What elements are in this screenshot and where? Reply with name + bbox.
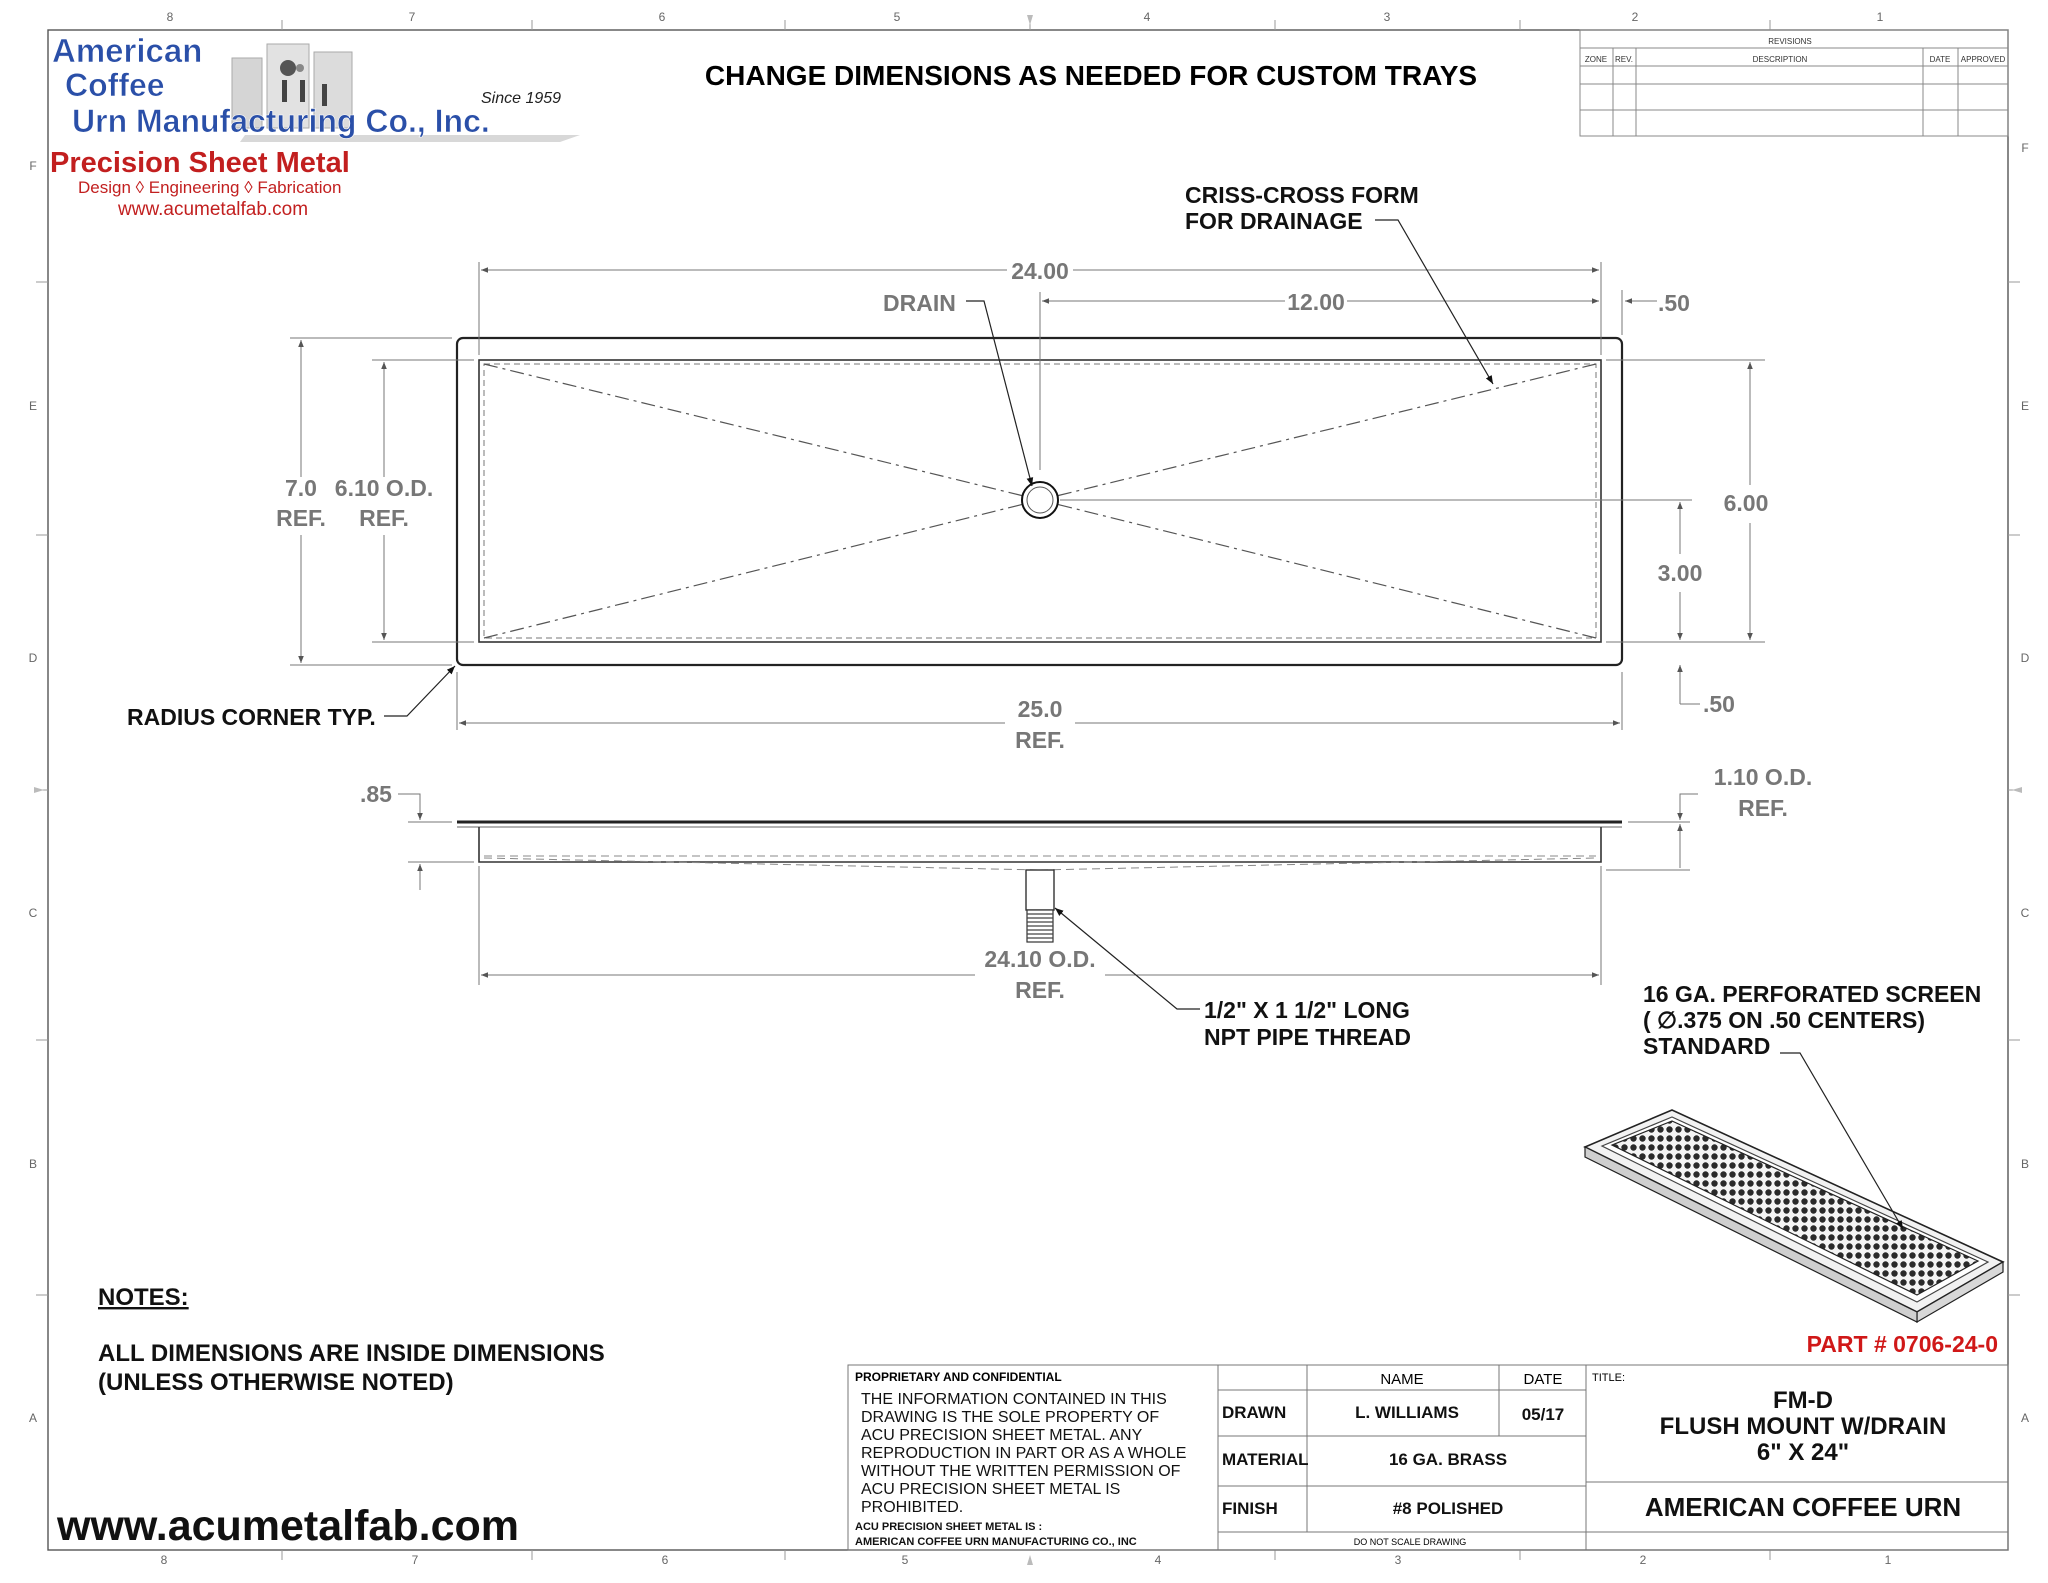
company-logo <box>50 32 580 220</box>
dim-25-ref-label: REF. <box>1015 727 1065 753</box>
finish-value: #8 POLISHED <box>1392 1499 1504 1518</box>
thread-note-line2: NPT PIPE THREAD <box>1204 1024 1412 1050</box>
zone-row-b-right: B <box>2020 1157 2030 1171</box>
npt-pipe-fitting <box>1026 870 1054 942</box>
zone-col-4: 4 <box>1143 10 1151 24</box>
screen-note-line2: ( ∅.375 ON .50 CENTERS) <box>1643 1007 1926 1033</box>
screen-note-line3: STANDARD <box>1643 1033 1771 1059</box>
title-label: TITLE: <box>1592 1372 1626 1384</box>
logo-coffee: Coffee <box>65 67 165 103</box>
zone-row-a-right: A <box>2020 1411 2030 1425</box>
side-tray-body <box>479 827 1601 862</box>
zone-col-1: 1 <box>1876 10 1884 24</box>
dim-3-to-drain: 3.00 <box>1657 560 1703 586</box>
dim-flange-height-085: .85 <box>360 781 392 807</box>
criss-cross-callout-line2: FOR DRAINAGE <box>1185 208 1363 234</box>
proprietary-text-3: ACU PRECISION SHEET METAL. ANY <box>861 1427 1143 1444</box>
title-description: FLUSH MOUNT W/DRAIN <box>1659 1413 1947 1440</box>
iso-labels <box>1643 981 1981 1059</box>
drawn-by-name: L. WILLIAMS <box>1355 1403 1459 1422</box>
do-not-scale-note: DO NOT SCALE DRAWING <box>1353 1537 1467 1547</box>
zone-row-b: B <box>28 1157 38 1171</box>
title-size: 6" X 24" <box>1756 1439 1850 1466</box>
zone-col-8-bottom: 8 <box>160 1553 168 1567</box>
proprietary-text-2: DRAWING IS THE SOLE PROPERTY OF <box>861 1409 1160 1426</box>
title-model: FM-D <box>1773 1387 1833 1414</box>
zone-row-c: C <box>28 906 38 920</box>
drain-hole <box>1022 482 1058 518</box>
logo-precision-sheet-metal: Precision Sheet Metal <box>50 147 350 179</box>
zone-row-f: F <box>29 159 37 173</box>
revisions-header-approved: APPROVED <box>1960 55 2006 64</box>
dim-12-to-drain: 12.00 <box>1287 289 1345 315</box>
name-column-header: NAME <box>1380 1371 1424 1388</box>
zone-col-5-bottom: 5 <box>901 1553 909 1567</box>
zone-row-c-right: C <box>2020 906 2030 920</box>
dim-6-width: 6.00 <box>1723 490 1769 516</box>
screen-note-line1: 16 GA. PERFORATED SCREEN <box>1643 981 1982 1007</box>
center-marks <box>34 15 2022 1565</box>
notes-line2: (UNLESS OTHERWISE NOTED) <box>98 1369 454 1396</box>
zone-col-2-bottom: 2 <box>1639 1553 1647 1567</box>
dim-2410-od: 24.10 O.D. <box>984 946 1096 972</box>
dim-depth-110-od: 1.10 O.D. <box>1713 764 1813 790</box>
dim-depth-110-ref-label: REF. <box>1738 795 1788 821</box>
finish-label: FINISH <box>1222 1499 1278 1518</box>
zone-col-7-bottom: 7 <box>411 1553 419 1567</box>
logo-american: American <box>52 32 203 69</box>
proprietary-heading: PROPRIETARY AND CONFIDENTIAL <box>855 1370 1062 1384</box>
top-view-labels <box>127 182 1768 753</box>
dim-overall-25: 25.0 <box>1017 696 1063 722</box>
material-label: MATERIAL <box>1222 1450 1309 1469</box>
zone-col-7: 7 <box>408 10 416 24</box>
custom-tray-note: CHANGE DIMENSIONS AS NEEDED FOR CUSTOM TRAYS <box>704 60 1478 91</box>
zone-col-8: 8 <box>166 10 174 24</box>
criss-cross-callout-line1: CRISS-CROSS FORM <box>1185 182 1419 208</box>
side-view <box>457 822 1622 942</box>
dim-610-od: 6.10 O.D. <box>334 475 434 501</box>
zone-row-d-right: D <box>2020 651 2030 665</box>
logo-services: Design ◊ Engineering ◊ Fabrication <box>78 178 342 197</box>
proprietary-text-1: THE INFORMATION CONTAINED IN THIS <box>861 1391 1167 1408</box>
dim-7-ref: 7.0 <box>285 475 317 501</box>
zone-col-3: 3 <box>1383 10 1391 24</box>
revisions-header-date: DATE <box>1929 55 1951 64</box>
notes-line1: ALL DIMENSIONS ARE INSIDE DIMENSIONS <box>98 1340 605 1367</box>
zone-col-6-bottom: 6 <box>661 1553 669 1567</box>
revisions-table <box>1580 30 2008 136</box>
zone-col-2: 2 <box>1631 10 1639 24</box>
dim-7-ref-label: REF. <box>276 505 326 531</box>
revisions-title: REVISIONS <box>1768 37 1812 46</box>
zone-col-1-bottom: 1 <box>1884 1553 1892 1567</box>
zone-ticks <box>36 20 2020 1560</box>
revisions-header-rev: REV. <box>1615 55 1633 64</box>
zone-col-4-bottom: 4 <box>1154 1553 1162 1567</box>
part-number: PART # 0706-24-0 <box>1806 1331 1998 1357</box>
isometric-view <box>1585 1110 2003 1322</box>
proprietary-text-7: PROHIBITED. <box>861 1499 964 1516</box>
zone-row-e-right: E <box>2020 399 2030 413</box>
dim-flange-bottom: .50 <box>1703 691 1735 717</box>
dim-610-ref-label: REF. <box>359 505 409 531</box>
zone-row-f-right: F <box>2021 141 2029 155</box>
drawn-date: 05/17 <box>1521 1405 1565 1424</box>
dim-2410-ref-label: REF. <box>1015 977 1065 1003</box>
zone-row-d: D <box>28 651 38 665</box>
footer-website: www.acumetalfab.com <box>57 1502 519 1550</box>
date-column-header: DATE <box>1523 1371 1563 1388</box>
title-company: AMERICAN COFFEE URN <box>1644 1492 1962 1522</box>
zone-col-6: 6 <box>658 10 666 24</box>
iso-perforated-screen <box>1612 1121 1978 1295</box>
dim-overall-24: 24.00 <box>1011 258 1069 284</box>
proprietary-text-5: WITHOUT THE WRITTEN PERMISSION OF <box>861 1463 1181 1480</box>
logo-since: Since 1959 <box>481 90 562 107</box>
drain-label: DRAIN <box>883 290 956 316</box>
notes-heading: NOTES: <box>98 1284 189 1311</box>
zone-col-5: 5 <box>893 10 901 24</box>
proprietary-text-6: ACU PRECISION SHEET METAL IS <box>861 1481 1121 1498</box>
acu-ownership-line2: AMERICAN COFFEE URN MANUFACTURING CO., INC <box>855 1536 1137 1548</box>
dim-flange-top: .50 <box>1658 290 1690 316</box>
drawn-label: DRAWN <box>1222 1403 1287 1422</box>
zone-col-3-bottom: 3 <box>1394 1553 1402 1567</box>
side-view-labels <box>360 764 1812 1050</box>
general-notes <box>98 1284 605 1396</box>
zone-row-e: E <box>28 399 38 413</box>
logo-urn-company: Urn Manufacturing Co., Inc. <box>72 103 490 139</box>
zone-row-a: A <box>28 1411 38 1425</box>
acu-ownership-line1: ACU PRECISION SHEET METAL IS : <box>855 1521 1043 1533</box>
proprietary-text-4: REPRODUCTION IN PART OR AS A WHOLE <box>861 1445 1187 1462</box>
thread-note-line1: 1/2" X 1 1/2" LONG <box>1204 997 1410 1023</box>
material-value: 16 GA. BRASS <box>1388 1450 1508 1469</box>
revisions-header-zone: ZONE <box>1584 55 1608 64</box>
revisions-header-description: DESCRIPTION <box>1752 55 1808 64</box>
title-block <box>848 1365 2008 1550</box>
radius-corner-note: RADIUS CORNER TYP. <box>127 704 376 730</box>
logo-url: www.acumetalfab.com <box>118 199 309 220</box>
